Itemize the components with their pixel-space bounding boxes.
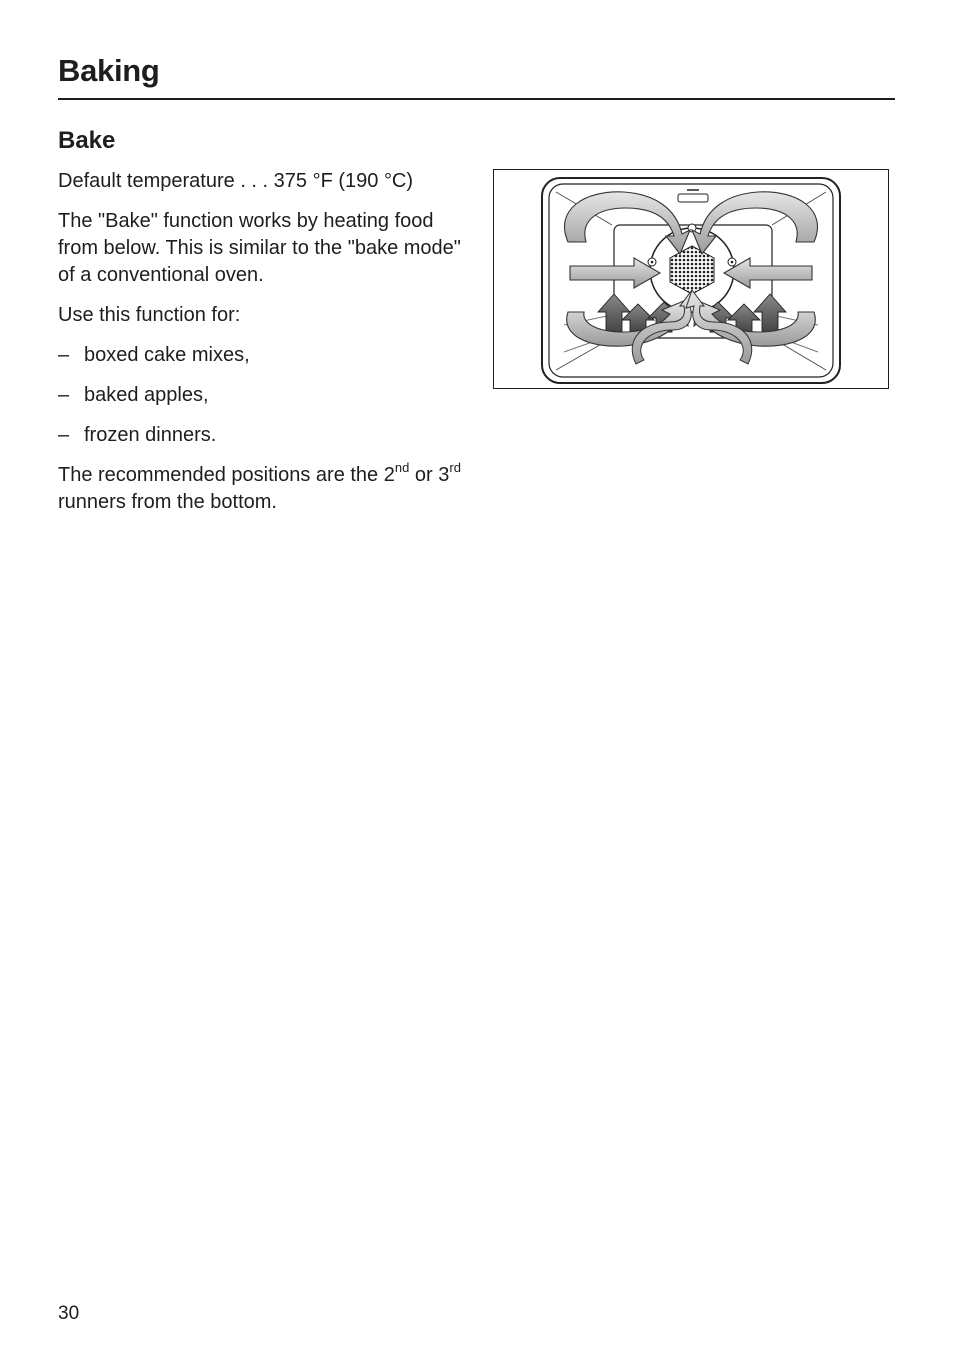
list-item-text: baked apples, xyxy=(84,384,209,406)
ordinal-suffix-rd: rd xyxy=(449,460,461,475)
list-item xyxy=(58,382,478,409)
ordinal-suffix-nd: nd xyxy=(394,460,410,475)
section-title: Bake xyxy=(58,127,116,154)
page-title: Baking xyxy=(58,53,160,88)
list-dash: – xyxy=(58,424,70,446)
recommendation-paragraph xyxy=(58,462,478,516)
default-temperature: Default temperature . . . 375 °F (190 °C) xyxy=(58,170,414,192)
list-item-text: frozen dinners. xyxy=(84,424,217,446)
list-dash: – xyxy=(58,384,70,406)
list-item-text: boxed cake mixes, xyxy=(84,344,250,366)
page-number: 30 xyxy=(58,1303,80,1324)
oven-airflow-figure xyxy=(493,169,889,389)
use-intro: Use this function for: xyxy=(58,304,241,326)
body-text xyxy=(58,168,478,529)
recommendation-text-1: The recommended positions are the 2 xyxy=(58,464,395,486)
recommendation-text-2: or 3 xyxy=(409,464,450,486)
list-item xyxy=(58,342,478,369)
oven-airflow-illustration-icon xyxy=(494,170,887,387)
description-paragraph: The "Bake" function works by heating food from below. This is similar to the "bake mode" of a conventional oven. xyxy=(58,210,461,286)
list-dash: – xyxy=(58,344,70,366)
title-divider xyxy=(58,98,895,100)
recommendation-text-3: runners from the bottom. xyxy=(58,491,277,513)
list-item xyxy=(58,422,478,449)
